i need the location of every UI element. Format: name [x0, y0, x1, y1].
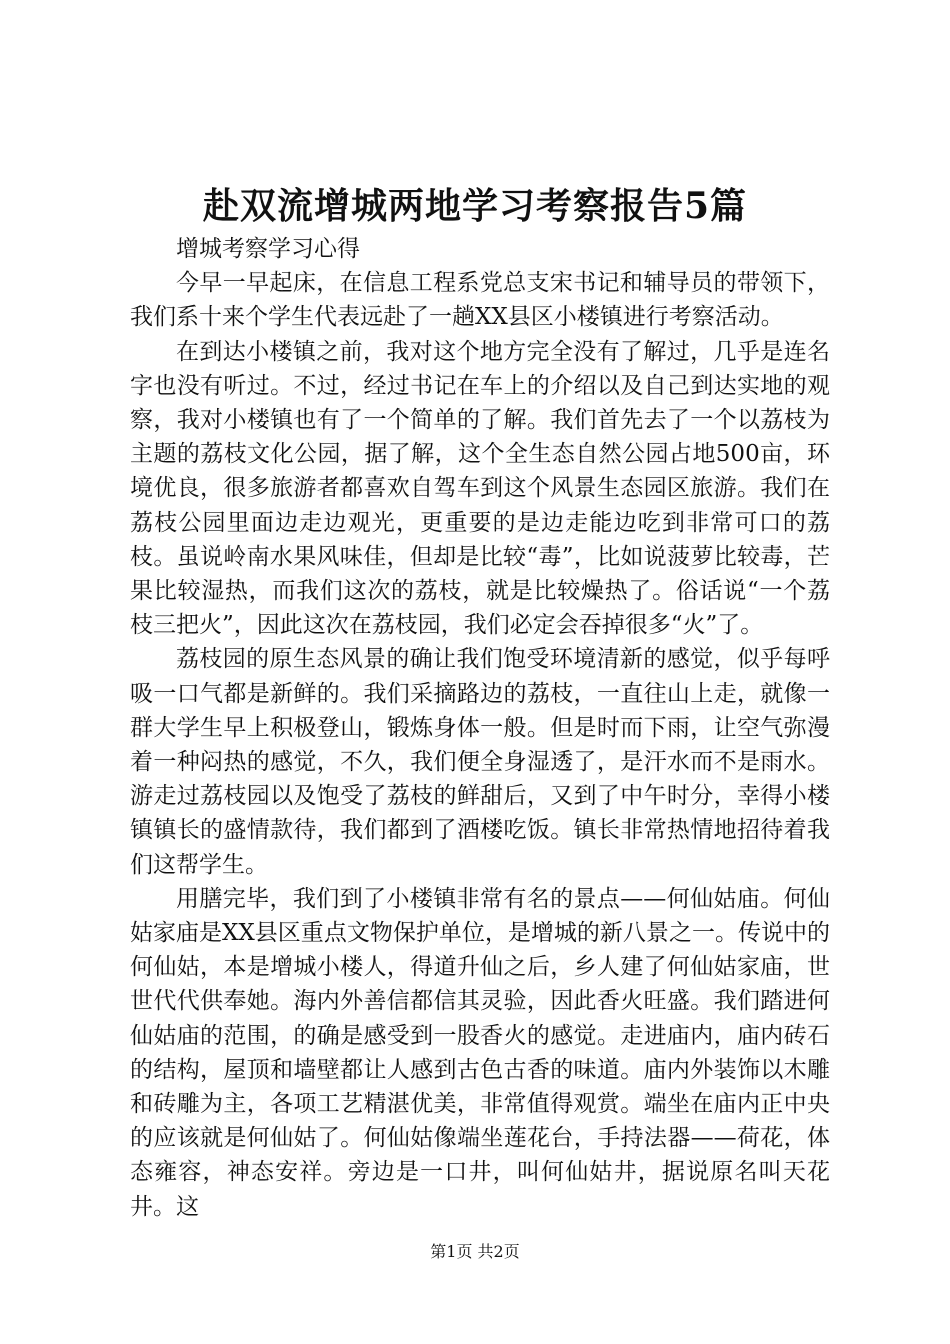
paragraph-3: 荔枝园的原生态风景的确让我们饱受环境清新的感觉，似乎每呼吸一口气都是新鲜的。我们采摘路边的荔枝，一直往山上走，就像一群大学生早上积极登山，锻炼身体一般。但是时而下雨，让空气弥漫着一种闷热的感觉，不久，我们便全身湿透了，是汗水而不是雨水。游走过荔枝园以及饱受了荔枝的鲜甜后，又到了中午时分，幸得小楼镇镇长的盛情款待，我们都到了酒楼吃饭。镇长非常热情地招待着我们这帮学生。 [130, 646, 830, 878]
paragraph-1: 今早一早起床，在信息工程系党总支宋书记和辅导员的带领下，我们系十来个学生代表远赴了一趟XX县区小楼镇进行考察活动。 [130, 270, 830, 331]
document-title: 赴双流增城两地学习考察报告5篇 [202, 185, 748, 227]
paragraph-4: 用膳完毕，我们到了小楼镇非常有名的景点——何仙姑庙。何仙姑家庙是XX县区重点文物保护单位，是增城的新八景之一。传说中的何仙姑，本是增城小楼人，得道升仙之后，乡人建了何仙姑家庙，世世代代供奉她。海内外善信都信其灵验，因此香火旺盛。我们踏进何仙姑庙的范围，的确是感受到一股香火的感觉。走进庙内，庙内砖石的结构，屋顶和墙壁都让人感到古色古香的味道。庙内外装饰以木雕和砖雕为主，各项工艺精湛优美，非常值得观赏。端坐在庙内正中央的应该就是何仙姑了。何仙姑像端坐莲花台，手持法器——荷花，体态雍容，神态安祥。旁边是一口井，叫何仙姑井，据说原名叫天花井。这 [130, 885, 830, 1220]
section-subtitle: 增城考察学习心得 [176, 236, 360, 262]
page-footer: 第1页 共2页 [430, 1242, 520, 1261]
document-body [130, 232, 830, 1224]
paragraph-2: 在到达小楼镇之前，我对这个地方完全没有了解过，几乎是连名字也没有听过。不过，经过书记在车上的介绍以及自己到达实地的观察，我对小楼镇也有了一个简单的了解。我们首先去了一个以荔枝为主题的荔枝文化公园，据了解，这个全生态自然公园占地500亩，环境优良，很多旅游者都喜欢自驾车到这个风景生态园区旅游。我们在荔枝公园里面边走边观光，更重要的是边走能边吃到非常可口的荔枝。虽说岭南水果风味佳，但却是比较“毒”，比如说菠萝比较毒，芒果比较湿热，而我们这次的荔枝，就是比较燥热了。俗话说“一个荔枝三把火”，因此这次在荔枝园，我们必定会吞掉很多“火”了。 [130, 338, 830, 639]
